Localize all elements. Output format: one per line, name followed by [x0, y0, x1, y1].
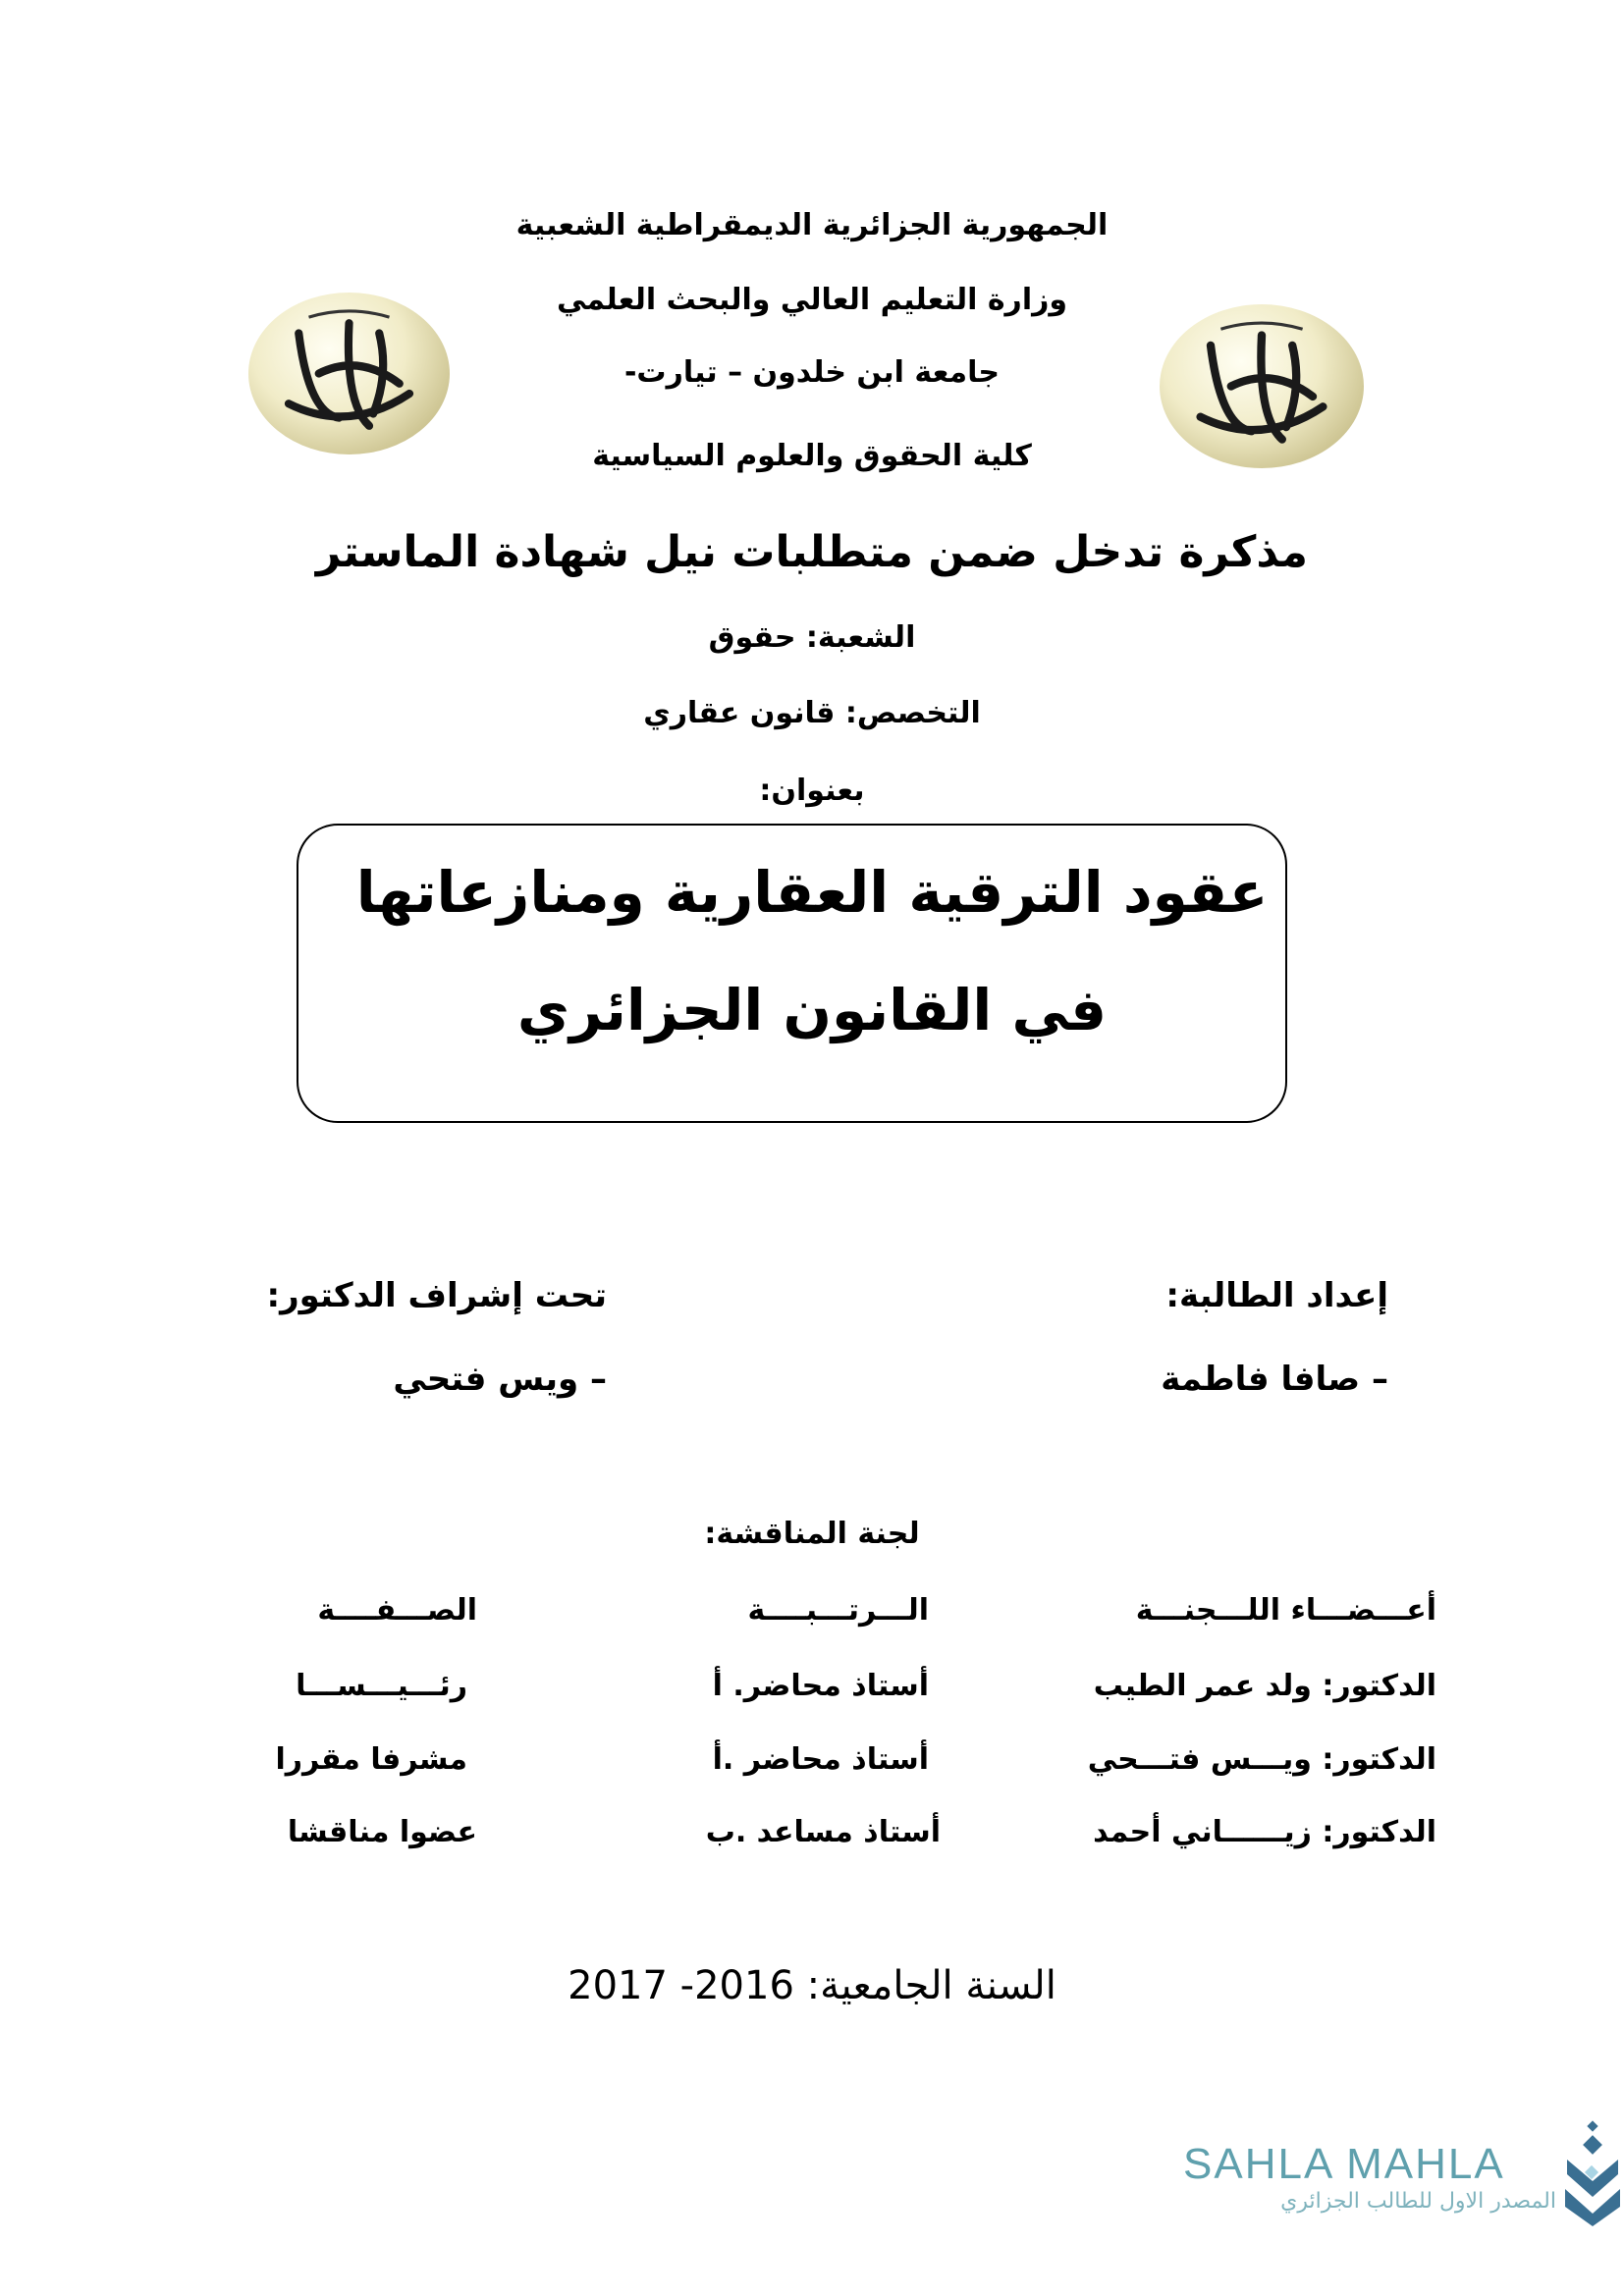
member-rank: أستاذ محاضر. أ: [712, 1669, 929, 1703]
university-name: جامعة ابن خلدون – تيارت-: [623, 355, 1000, 390]
thesis-title-line1: عقود الترقية العقارية ومنازعاتها: [355, 859, 1269, 926]
member-role: مشرفا مقررا: [275, 1742, 467, 1777]
member-name: الدكتور: ولد عمر الطيب: [1093, 1669, 1436, 1703]
ministry-name: وزارة التعليم العالي والبحث العلمي: [556, 283, 1068, 317]
supervisor-label: تحت إشراف الدكتور:: [266, 1276, 607, 1315]
table-row: [0, 1815, 1624, 1864]
member-role: رئـــيـــســـا: [296, 1669, 467, 1703]
committee-title: لجنة المناقشة:: [704, 1517, 920, 1551]
table-row: [0, 1742, 1624, 1791]
header-rank: الـــرتـــبــــة: [747, 1593, 929, 1628]
member-role: عضوا مناقشا: [287, 1815, 477, 1849]
branch: الشعبة: حقوق: [708, 620, 916, 655]
member-rank: أستاذ محاضر .أ: [712, 1742, 929, 1777]
committee-header-row: [0, 1593, 1624, 1642]
sahla-mahla-logo-icon: [1561, 2120, 1624, 2228]
member-rank: أستاذ مساعد .ب: [705, 1815, 941, 1849]
faculty-name: كلية الحقوق والعلوم السياسية: [592, 439, 1032, 473]
student-label: إعداد الطالبة:: [1165, 1276, 1388, 1315]
member-name: الدكتور: زيــــــاني أحمد: [1093, 1815, 1436, 1849]
academic-year: السنة الجامعية: 2016- 2017: [568, 1963, 1056, 2008]
member-name: الدكتور: ويـــس فتـــحي: [1087, 1742, 1436, 1777]
header-members: أعـــضـــاء اللـــجنـــة: [1135, 1593, 1436, 1628]
watermark-brand: SAHLA MAHLA: [1183, 2140, 1505, 2188]
supervisor-name: – ويس فتحي: [393, 1360, 607, 1399]
thesis-title-line2: في القانون الجزائري: [516, 977, 1108, 1043]
student-name: – صافا فاطمة: [1161, 1360, 1388, 1399]
title-label: بعنوان:: [759, 774, 865, 808]
specialty: التخصص: قانون عقاري: [643, 696, 981, 730]
memo-purpose: مذكرة تدخل ضمن متطلبات نيل شهادة الماستر: [315, 527, 1309, 577]
sahla-mahla-watermark: [1173, 2110, 1624, 2228]
table-row: [0, 1669, 1624, 1718]
republic-name: الجمهورية الجزائرية الديمقراطية الشعبية: [515, 208, 1109, 242]
watermark-tagline: المصدر الاول للطالب الجزائري: [1280, 2189, 1556, 2214]
header-role: الصـــفــــة: [317, 1593, 477, 1628]
